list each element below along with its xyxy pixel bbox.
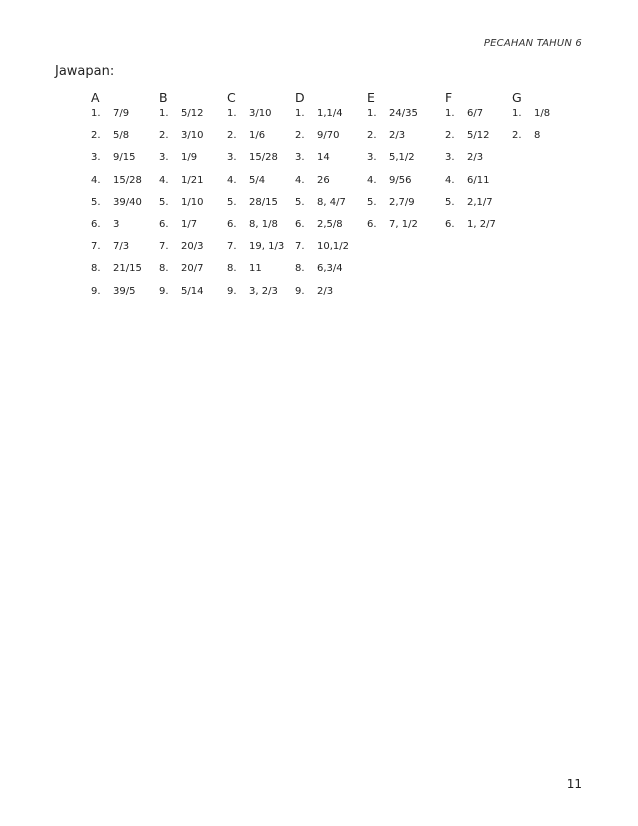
column-title: E (367, 90, 375, 105)
answer-item (295, 108, 349, 130)
answer-number: 4. (367, 174, 377, 186)
answer-number: 5. (91, 196, 101, 208)
answer-item (91, 263, 142, 285)
answer-value: 8 (534, 130, 541, 142)
answer-item (445, 130, 496, 152)
answer-value: 24/35 (389, 108, 418, 119)
answer-item (91, 286, 142, 308)
answer-item (445, 175, 496, 197)
answer-item (295, 152, 349, 174)
answer-number: 7. (91, 241, 101, 253)
answer-item (295, 175, 349, 197)
answers-heading: Jawapan: (55, 64, 115, 79)
answer-item (295, 130, 349, 152)
column-title: G (512, 90, 522, 105)
answer-value: 5/12 (181, 108, 204, 119)
answer-number: 1. (91, 108, 101, 119)
answer-item (295, 263, 349, 285)
answer-item (159, 241, 203, 263)
answer-item (295, 219, 349, 241)
answer-value: 1/9 (181, 152, 198, 164)
answer-value: 7/9 (113, 108, 130, 119)
answer-value: 2/3 (389, 130, 406, 142)
answer-item (227, 241, 284, 263)
answer-number: 2. (295, 130, 305, 142)
answer-number: 4. (91, 174, 101, 186)
answer-item (91, 219, 142, 241)
answer-number: 5. (227, 196, 237, 208)
answer-item (367, 219, 418, 241)
answer-number: 2. (367, 130, 377, 142)
answer-item (445, 108, 496, 130)
answer-value: 2/3 (317, 285, 334, 297)
answer-number: 6. (295, 218, 305, 230)
answer-number: 1. (367, 108, 377, 119)
answer-value: 1/6 (249, 130, 266, 142)
answer-column-d (295, 90, 349, 308)
answer-item (91, 197, 142, 219)
answer-number: 6. (445, 218, 455, 230)
answer-number: 3. (227, 152, 237, 164)
answer-item (159, 152, 203, 174)
answer-value: 15/28 (249, 152, 278, 164)
answer-value: 10,1/2 (317, 241, 349, 253)
answer-number: 1. (512, 108, 522, 119)
answer-value: 1/21 (181, 174, 204, 186)
answer-value: 28/15 (249, 196, 278, 208)
answer-number: 9. (91, 285, 101, 297)
answer-value: 5/12 (467, 130, 490, 142)
answer-number: 3. (159, 152, 169, 164)
answer-number: 4. (445, 174, 455, 186)
answer-column-a (91, 90, 142, 308)
answer-value: 6/11 (467, 174, 490, 186)
answer-column-c (227, 90, 284, 308)
answer-number: 8. (159, 263, 169, 275)
answer-number: 4. (159, 174, 169, 186)
answer-value: 8, 1/8 (249, 218, 278, 230)
answer-number: 5. (445, 196, 455, 208)
answer-value: 7/3 (113, 241, 130, 253)
answer-item (445, 219, 496, 241)
answer-number: 1. (159, 108, 169, 119)
answer-item (227, 219, 284, 241)
answer-number: 2. (91, 130, 101, 142)
answer-value: 21/15 (113, 263, 142, 275)
answer-value: 2,1/7 (467, 196, 493, 208)
answer-value: 20/3 (181, 241, 204, 253)
answer-item (91, 108, 142, 130)
answer-value: 8, 4/7 (317, 196, 346, 208)
answer-item (227, 108, 284, 130)
column-title: B (159, 90, 168, 105)
answer-value: 5/4 (249, 174, 266, 186)
answer-number: 8. (91, 263, 101, 275)
answer-number: 6. (367, 218, 377, 230)
answer-item (445, 152, 496, 174)
answer-item (159, 286, 203, 308)
answer-number: 4. (227, 174, 237, 186)
answer-value: 5,1/2 (389, 152, 415, 164)
answer-number: 1. (227, 108, 237, 119)
answer-value: 2,5/8 (317, 218, 343, 230)
answer-item (159, 263, 203, 285)
answer-item (227, 197, 284, 219)
answer-number: 1. (445, 108, 455, 119)
answer-number: 4. (295, 174, 305, 186)
answer-value: 1/10 (181, 196, 204, 208)
answer-number: 6. (227, 218, 237, 230)
column-title: D (295, 90, 305, 105)
answer-item (295, 197, 349, 219)
answer-value: 39/40 (113, 196, 142, 208)
answer-value: 2,7/9 (389, 196, 415, 208)
answer-item (91, 241, 142, 263)
answer-value: 9/15 (113, 152, 136, 164)
answer-number: 6. (159, 218, 169, 230)
answer-item (227, 286, 284, 308)
answer-value: 7, 1/2 (389, 218, 418, 230)
answer-column-b (159, 90, 203, 308)
answer-number: 2. (159, 130, 169, 142)
answer-value: 9/70 (317, 130, 340, 142)
answer-item (159, 108, 203, 130)
answer-item (295, 286, 349, 308)
answer-item (91, 130, 142, 152)
answer-column-e (367, 90, 418, 241)
answer-item (512, 108, 550, 130)
answer-number: 9. (159, 285, 169, 297)
answer-number: 9. (295, 285, 305, 297)
answer-column-f (445, 90, 496, 241)
answer-value: 14 (317, 152, 330, 164)
answer-item (159, 219, 203, 241)
answer-value: 3, 2/3 (249, 285, 278, 297)
page-number: 11 (566, 777, 582, 791)
answer-value: 3 (113, 218, 120, 230)
answer-number: 8. (227, 263, 237, 275)
answer-value: 26 (317, 174, 330, 186)
answer-item (295, 241, 349, 263)
answer-value: 11 (249, 263, 262, 275)
answer-value: 15/28 (113, 174, 142, 186)
answer-number: 7. (295, 241, 305, 253)
answer-item (367, 130, 418, 152)
answer-item (367, 152, 418, 174)
answer-value: 5/8 (113, 130, 130, 142)
answer-value: 9/56 (389, 174, 412, 186)
answer-item (91, 175, 142, 197)
answer-item (227, 152, 284, 174)
answer-number: 6. (91, 218, 101, 230)
answer-value: 6/7 (467, 108, 484, 119)
answer-item (227, 175, 284, 197)
answer-item (227, 130, 284, 152)
answer-number: 5. (367, 196, 377, 208)
answer-number: 3. (367, 152, 377, 164)
page-header-title: PECAHAN TAHUN 6 (483, 38, 582, 49)
answer-number: 2. (227, 130, 237, 142)
answer-value: 2/3 (467, 152, 484, 164)
answer-item (159, 175, 203, 197)
answer-column-g (512, 90, 550, 152)
column-title: A (91, 90, 100, 105)
answer-number: 2. (512, 130, 522, 142)
answer-value: 20/7 (181, 263, 204, 275)
answer-number: 7. (159, 241, 169, 253)
answer-item (159, 197, 203, 219)
column-title: C (227, 90, 236, 105)
answer-number: 8. (295, 263, 305, 275)
answer-item (91, 152, 142, 174)
answer-number: 3. (91, 152, 101, 164)
answer-value: 39/5 (113, 285, 136, 297)
answer-number: 5. (295, 196, 305, 208)
answer-item (512, 130, 550, 152)
answer-number: 7. (227, 241, 237, 253)
answer-number: 3. (295, 152, 305, 164)
answer-item (227, 263, 284, 285)
answer-value: 1, 2/7 (467, 218, 496, 230)
answer-value: 1/7 (181, 218, 198, 230)
answer-value: 1,1/4 (317, 108, 343, 119)
answer-value: 3/10 (249, 108, 272, 119)
answer-number: 9. (227, 285, 237, 297)
answer-value: 5/14 (181, 285, 204, 297)
answer-item (445, 197, 496, 219)
answer-value: 19, 1/3 (249, 241, 285, 253)
answer-value: 3/10 (181, 130, 204, 142)
answer-item (159, 130, 203, 152)
answer-number: 2. (445, 130, 455, 142)
answer-item (367, 197, 418, 219)
answer-value: 6,3/4 (317, 263, 343, 275)
answer-value: 1/8 (534, 108, 551, 119)
answer-number: 3. (445, 152, 455, 164)
answer-item (367, 108, 418, 130)
answer-number: 5. (159, 196, 169, 208)
column-title: F (445, 90, 453, 105)
answer-number: 1. (295, 108, 305, 119)
answer-item (367, 175, 418, 197)
